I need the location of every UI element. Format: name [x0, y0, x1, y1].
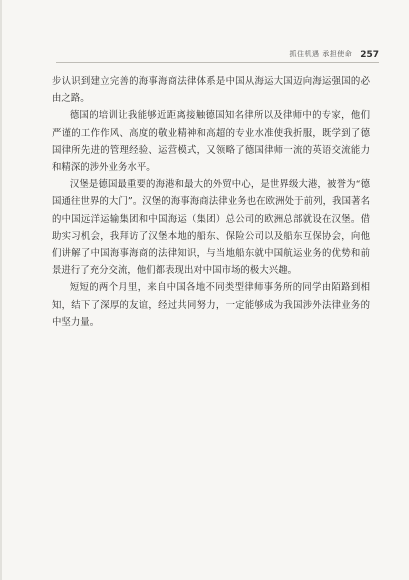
body-text — [52, 73, 370, 331]
paragraph-germany-training: 德国的培训让我能够近距离接触德国知名律所以及律师中的专家，他们严谨的工作作风、高度的敬业精神和高超的专业水准使我折服，既学到了德国律所先进的管理经验、运营模式，又领略了德国律师一流的英语交流能力和精深的涉外业务水平。 — [52, 110, 370, 174]
paragraph-hamburg: 汉堡是德国最重要的海港和最大的外贸中心，是世界级大港，被誉为“德国通往世界的大门”。汉堡的海事海商法律业务也在欧洲处于前列，我国著名的中国远洋运输集团和中国海运（集团）总公司的欧洲总部就设在汉堡。借助实习机会，我拜访了汉堡本地的船东、保险公司以及船东互保协会，向他们讲解了中国海事海商的法律知识，与当地船东就中国航运业务的优势和前景进行了充分交流，他们都表现出对中国市场的极大兴趣。 — [52, 179, 370, 277]
running-title: 抓住机遇 承担使命 — [289, 50, 353, 58]
page-number: 257 — [360, 50, 379, 60]
paragraph-closing: 短短的两个月里，来自中国各地不同类型律师事务所的同学由陌路到相知，结下了深厚的友谊，经过共同努力，一定能够成为我国涉外法律业务的中坚力量。 — [52, 282, 370, 328]
paragraph-continued: 步认识到建立完善的海事海商法律体系是中国从海运大国迈向海运强国的必由之路。 — [52, 76, 370, 105]
running-header — [56, 44, 379, 63]
